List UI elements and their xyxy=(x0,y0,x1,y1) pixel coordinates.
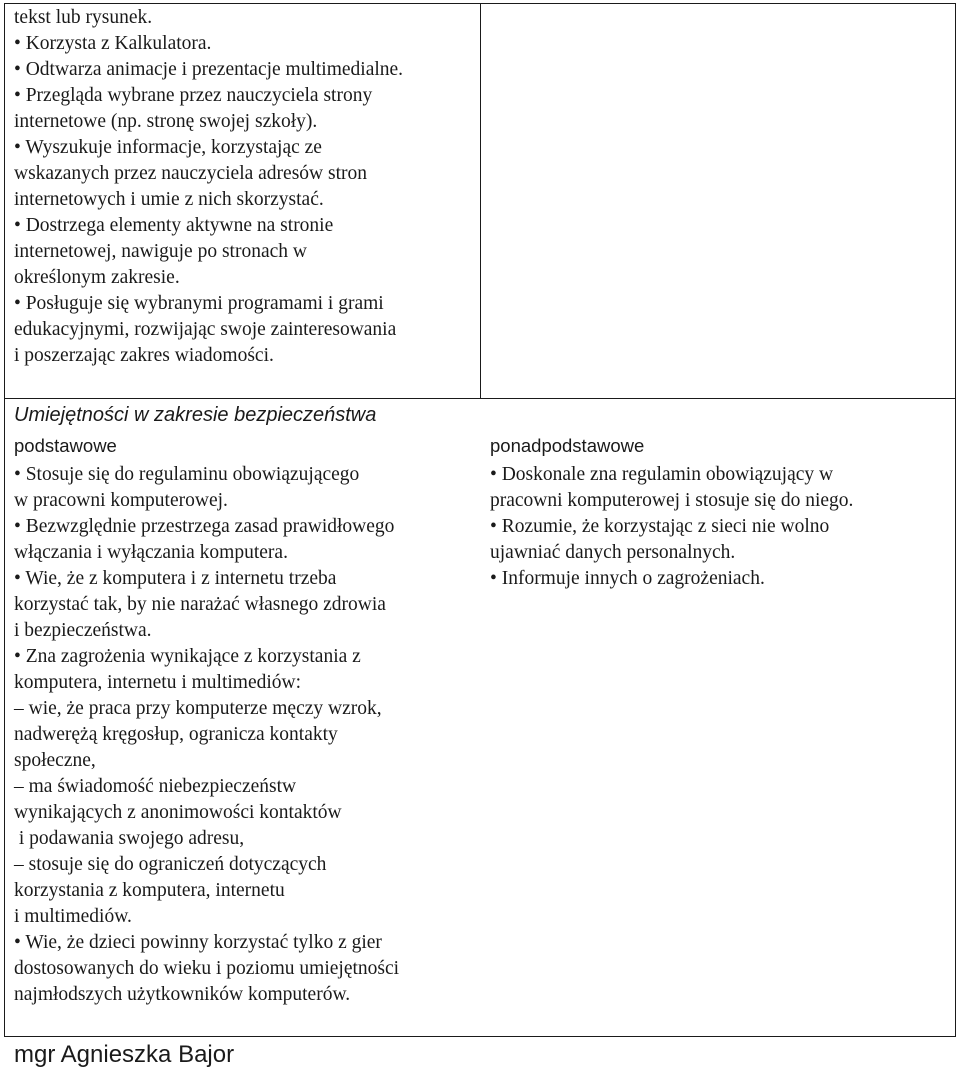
basic-skills-list xyxy=(14,462,476,1008)
list-line: i multimediów. xyxy=(14,906,132,927)
list-line: – stosuje się do ograniczeń dotyczących xyxy=(14,854,327,875)
list-line: • Wie, że z komputera i z internetu trzeba xyxy=(14,568,337,589)
list-line: • Korzysta z Kalkulatora. xyxy=(14,33,212,54)
list-line: ujawniać danych personalnych. xyxy=(490,542,736,563)
basic-label: podstawowe xyxy=(14,435,117,456)
list-line: • Wyszukuje informacje, korzystając ze xyxy=(14,137,322,158)
list-line: internetowej, nawiguje po stronach w xyxy=(14,241,307,262)
curriculum-table xyxy=(4,3,956,1037)
list-line: i bezpieczeństwa. xyxy=(14,620,152,641)
list-line: i podawania swojego adresu, xyxy=(14,828,245,849)
list-line: określonym zakresie. xyxy=(14,267,180,288)
list-line: • Posługuje się wybranymi programami i grami xyxy=(14,293,384,314)
list-line: pracowni komputerowej i stosuje się do niego. xyxy=(490,490,854,511)
list-line: włączania i wyłączania komputera. xyxy=(14,542,288,563)
skills-list xyxy=(14,5,476,369)
list-line: tekst lub rysunek. xyxy=(14,7,153,28)
advanced-skills-list xyxy=(490,462,952,592)
list-line: korzystania z komputera, internetu xyxy=(14,880,285,901)
advanced-column xyxy=(490,433,952,592)
list-line: internetowe (np. stronę swojej szkoły). xyxy=(14,111,318,132)
table-border-left xyxy=(4,3,5,1037)
list-line: wskazanych przez nauczyciela adresów stron xyxy=(14,163,367,184)
author-signature: mgr Agnieszka Bajor xyxy=(14,1041,235,1068)
list-line: społeczne, xyxy=(14,750,96,771)
list-line: korzystać tak, by nie narażać własnego zdrowia xyxy=(14,594,386,615)
list-line: • Rozumie, że korzystając z sieci nie wolno xyxy=(490,516,830,537)
list-line: • Wie, że dzieci powinny korzystać tylko z gier xyxy=(14,932,382,953)
list-line: • Dostrzega elementy aktywne na stronie xyxy=(14,215,334,236)
list-line: nadwerężą kręgosłup, ogranicza kontakty xyxy=(14,724,338,745)
list-line: edukacyjnymi, rozwijając swoje zainteresowania xyxy=(14,319,397,340)
list-line: najmłodszych użytkowników komputerów. xyxy=(14,984,351,1005)
table-border-bottom xyxy=(4,1036,956,1037)
table-border-right xyxy=(955,3,956,1037)
list-line: • Zna zagrożenia wynikające z korzystania z xyxy=(14,646,361,667)
list-line: dostosowanych do wieku i poziomu umiejętności xyxy=(14,958,400,979)
list-line: – wie, że praca przy komputerze męczy wzrok, xyxy=(14,698,382,719)
list-line: internetowych i umie z nich skorzystać. xyxy=(14,189,324,210)
list-line: – ma świadomość niebezpieczeństw xyxy=(14,776,297,797)
section-heading: Umiejętności w zakresie bezpieczeństwa xyxy=(14,404,377,426)
top-left-cell xyxy=(14,5,476,369)
column-divider-top xyxy=(480,3,481,399)
basic-column xyxy=(14,433,476,1008)
advanced-label: ponadpodstawowe xyxy=(490,435,645,456)
list-line: komputera, internetu i multimediów: xyxy=(14,672,302,693)
list-line: wynikających z anonimowości kontaktów xyxy=(14,802,342,823)
list-line: w pracowni komputerowej. xyxy=(14,490,228,511)
list-line: • Stosuje się do regulaminu obowiązującego xyxy=(14,464,360,485)
list-line: • Informuje innych o zagrożeniach. xyxy=(490,568,765,589)
list-line: • Przegląda wybrane przez nauczyciela strony xyxy=(14,85,373,106)
safety-section xyxy=(14,402,946,428)
list-line: • Bezwzględnie przestrzega zasad prawidłowego xyxy=(14,516,395,537)
list-line: • Odtwarza animacje i prezentacje multimedialne. xyxy=(14,59,404,80)
list-line: • Doskonale zna regulamin obowiązujący w xyxy=(490,464,834,485)
list-line: i poszerzając zakres wiadomości. xyxy=(14,345,274,366)
